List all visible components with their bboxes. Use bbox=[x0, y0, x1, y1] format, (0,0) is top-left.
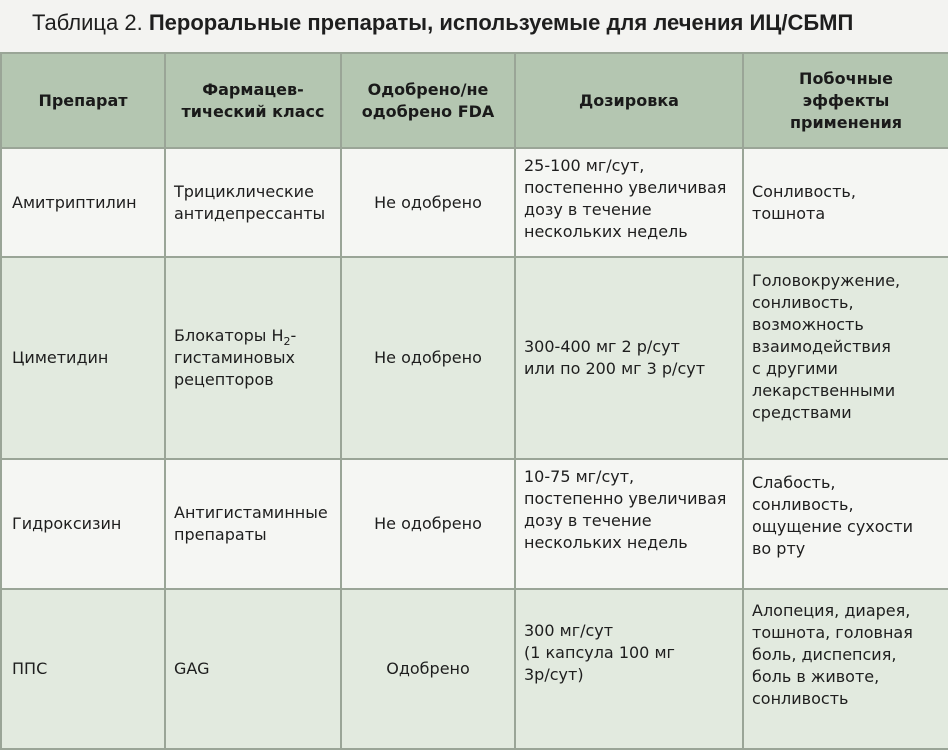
header-class: Фармацев- тический класс bbox=[165, 53, 341, 148]
header-dose: Дозировка bbox=[515, 53, 743, 148]
header-row bbox=[1, 53, 948, 148]
class-subscript: 2 bbox=[283, 335, 291, 349]
class-text-rest: - гистаминовых рецепторов bbox=[174, 326, 297, 389]
cell-side-effects: Головокружение, сонливость, возможность взаимодействия с другими лекарственными средствами bbox=[743, 257, 948, 459]
cell-side-effects: Слабость, сонливость, ощущение сухости во рту bbox=[743, 459, 948, 589]
cell-class: GAG bbox=[165, 589, 341, 749]
caption-title: Пероральные препараты, используемые для лечения ИЦ/СБМП bbox=[148, 10, 854, 35]
drug-table bbox=[0, 52, 948, 750]
table-row bbox=[1, 148, 948, 257]
cell-fda: Не одобрено bbox=[341, 257, 515, 459]
cell-dose: 10-75 мг/сут, постепенно увеличивая дозу в течение нескольких недель bbox=[515, 459, 743, 589]
table-row bbox=[1, 459, 948, 589]
cell-drug: ППС bbox=[1, 589, 165, 749]
cell-fda: Одобрено bbox=[341, 589, 515, 749]
table-row bbox=[1, 257, 948, 459]
table-row bbox=[1, 589, 948, 749]
cell-dose: 300-400 мг 2 р/сут или по 200 мг 3 р/сут bbox=[515, 257, 743, 459]
cell-drug: Амитриптилин bbox=[1, 148, 165, 257]
class-text: Блокаторы H bbox=[174, 326, 284, 345]
cell-drug: Циметидин bbox=[1, 257, 165, 459]
cell-side-effects: Сонливость, тошнота bbox=[743, 148, 948, 257]
header-side-effects: Побочные эффекты применения bbox=[743, 53, 948, 148]
caption-prefix: Таблица 2. bbox=[32, 10, 149, 35]
header-fda: Одобрено/не одобрено FDA bbox=[341, 53, 515, 148]
cell-class: Антигистаминные препараты bbox=[165, 459, 341, 589]
header-drug: Препарат bbox=[1, 53, 165, 148]
cell-fda: Не одобрено bbox=[341, 459, 515, 589]
cell-class: Трициклические антидепрессанты bbox=[165, 148, 341, 257]
table-caption bbox=[0, 0, 948, 52]
cell-dose: 25-100 мг/сут, постепенно увеличивая дозу в течение нескольких недель bbox=[515, 148, 743, 257]
cell-dose: 300 мг/сут (1 капсула 100 мг 3р/сут) bbox=[515, 589, 743, 749]
cell-class bbox=[165, 257, 341, 459]
cell-drug: Гидроксизин bbox=[1, 459, 165, 589]
cell-side-effects: Алопеция, диарея, тошнота, головная боль, диспепсия, боль в животе, сонливость bbox=[743, 589, 948, 749]
cell-fda: Не одобрено bbox=[341, 148, 515, 257]
